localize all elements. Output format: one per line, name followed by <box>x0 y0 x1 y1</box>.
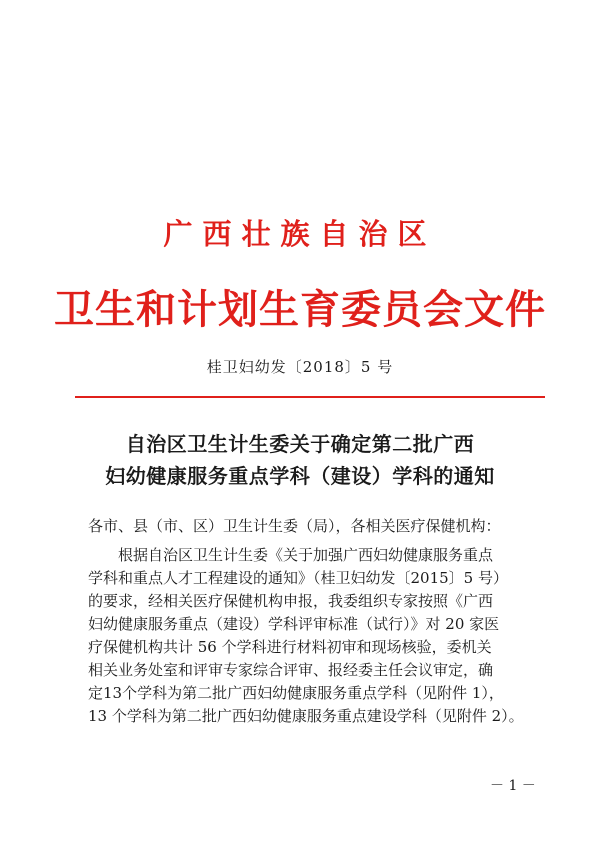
paragraph-line: 相关业务处室和评审专家综合评审、报经委主任会议审定，确 <box>88 661 494 679</box>
paragraph-line: 学科和重点人才工程建设的通知》（桂卫妇幼发〔2015〕5 号） <box>88 569 508 587</box>
paragraph-line: 疗保健机构共计 56 个学科进行材料初审和现场核验，委机关 <box>88 638 492 656</box>
notice-title-line-1: 自治区卫生计生委关于确定第二批广西 <box>125 432 475 456</box>
notice-title-line-2: 妇幼健康服务重点学科（建设）学科的通知 <box>105 464 495 488</box>
paragraph-line: 的要求，经相关医疗保健机构申报，我委组织专家按照《广西 <box>88 592 494 610</box>
issuing-authority-line-1: 广西壮族自治区 <box>163 217 437 251</box>
paragraph-line: 13 个学科为第二批广西妇幼健康服务重点建设学科（见附件 2）。 <box>88 707 524 725</box>
paragraph-line: 根据自治区卫生计生委《关于加强广西妇幼健康服务重点 <box>88 546 494 564</box>
page-number: － 1 － <box>490 778 536 794</box>
body-paragraph <box>88 544 528 728</box>
issuing-authority-line-2: 卫生和计划生育委员会文件 <box>54 286 546 333</box>
red-separator-line <box>75 396 545 398</box>
document-number: 桂卫妇幼发〔2018〕5 号 <box>206 358 394 376</box>
paragraph-line: 妇幼健康服务重点（建设）学科评审标准（试行）》对 20 家医 <box>88 615 500 633</box>
paragraph-line: 定13个学科为第二批广西妇幼健康服务重点学科（见附件 1）， <box>88 684 504 702</box>
salutation: 各市、县（市、区）卫生计生委（局），各相关医疗保健机构： <box>88 517 501 535</box>
